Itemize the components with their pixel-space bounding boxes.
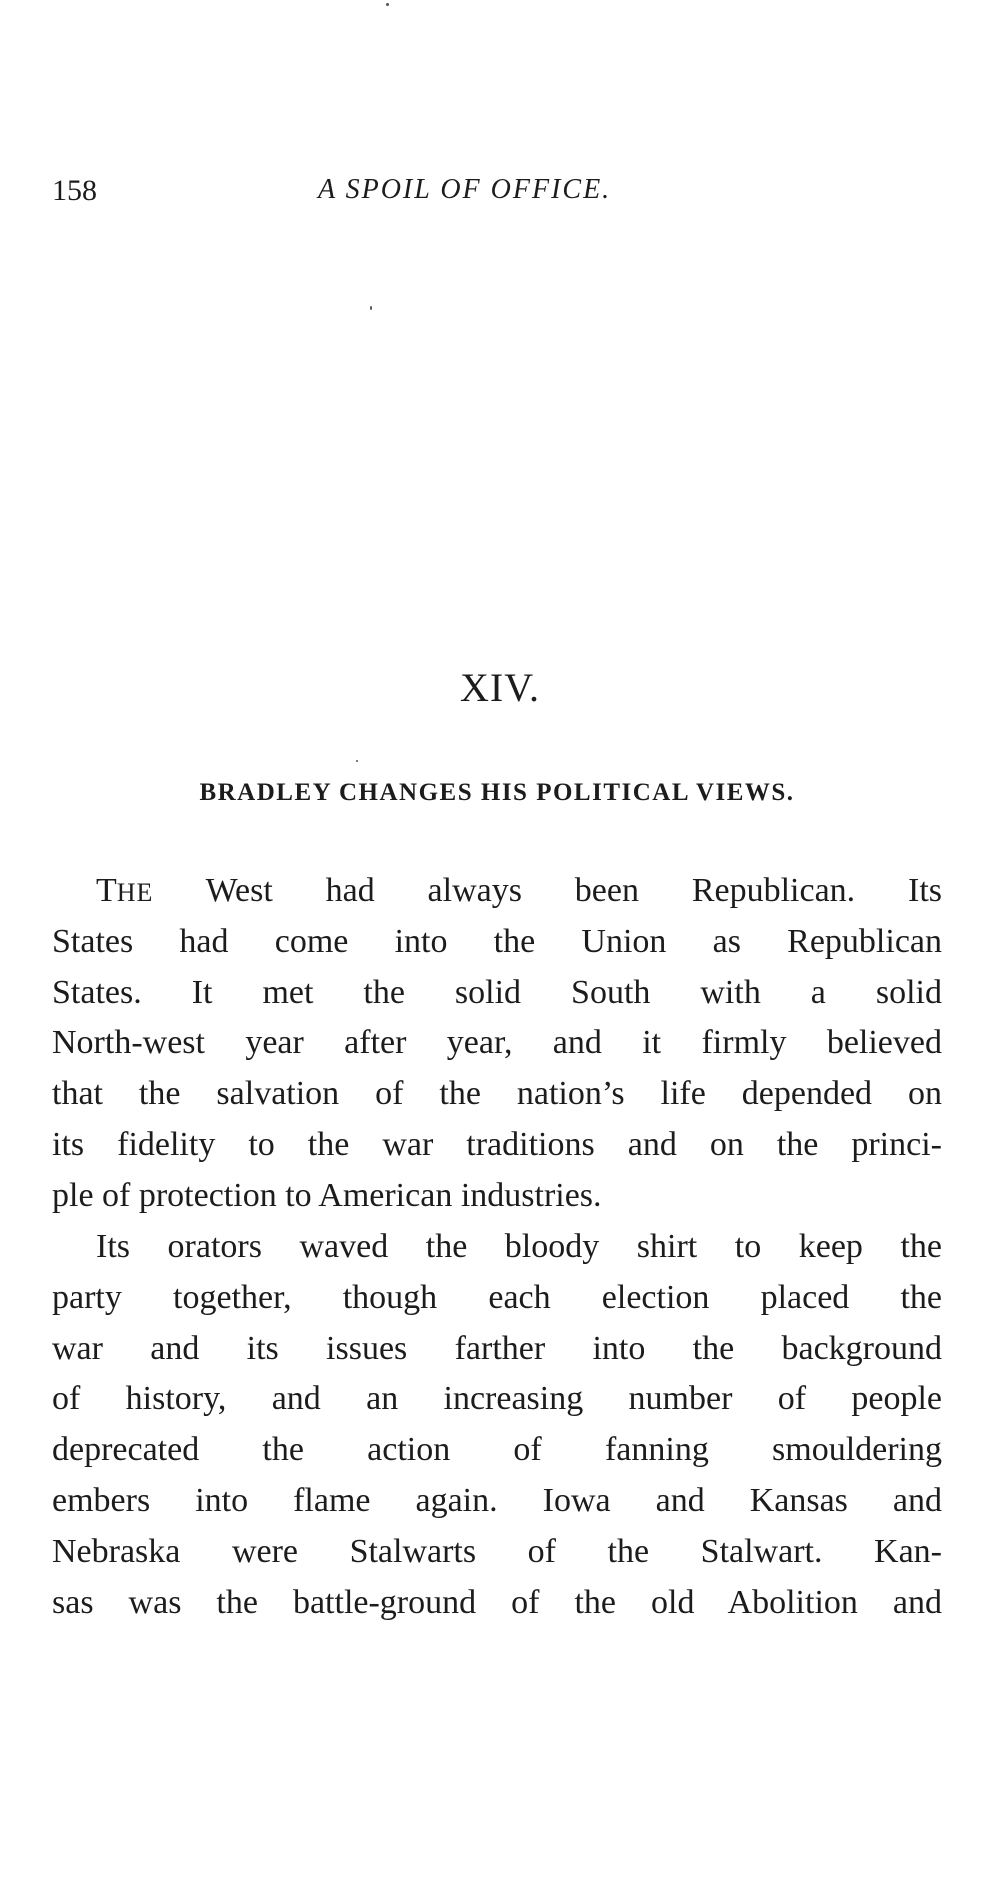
chapter-title: BRADLEY CHANGES HIS POLITICAL VIEWS. bbox=[199, 779, 795, 806]
text-line: Nebraska were Stalwarts of the Stalwart. Kan- bbox=[52, 1532, 942, 1570]
text-line: embers into flame again. Iowa and Kansas and bbox=[52, 1481, 942, 1519]
running-title: A SPOIL OF OFFICE. bbox=[318, 174, 612, 205]
page-number: 158 bbox=[52, 174, 97, 207]
print-speck bbox=[386, 3, 389, 6]
text-line: Its orators waved the bloody shirt to keep the bbox=[96, 1228, 942, 1265]
text-line: of history, and an increasing number of people bbox=[52, 1380, 942, 1418]
small-caps-opening: THE bbox=[96, 872, 154, 909]
print-speck bbox=[370, 306, 372, 310]
running-head bbox=[52, 174, 942, 214]
print-speck bbox=[356, 760, 358, 762]
text-line: party together, though each election placed the bbox=[52, 1278, 942, 1316]
paragraph-first-line: THE West had always been Republican. Its bbox=[96, 872, 942, 909]
paragraph-1 bbox=[52, 866, 942, 1222]
text-line: ple of protection to American industries. bbox=[52, 1176, 602, 1214]
text-line: that the salvation of the nation’s life depended on bbox=[52, 1075, 942, 1113]
text-line: States. It met the solid South with a solid bbox=[52, 973, 942, 1011]
paragraph-2 bbox=[52, 1222, 942, 1628]
text-line: States had come into the Union as Republican bbox=[52, 922, 942, 960]
text-line: sas was the battle-ground of the old Abolition and bbox=[52, 1583, 942, 1621]
text-line: war and its issues farther into the background bbox=[52, 1329, 942, 1367]
text-line: North-west year after year, and it firmly believed bbox=[52, 1024, 942, 1062]
text-line: its fidelity to the war traditions and on the princi- bbox=[52, 1125, 942, 1163]
chapter-number: XIV. bbox=[460, 665, 540, 710]
text-line: deprecated the action of fanning smouldering bbox=[52, 1431, 942, 1469]
